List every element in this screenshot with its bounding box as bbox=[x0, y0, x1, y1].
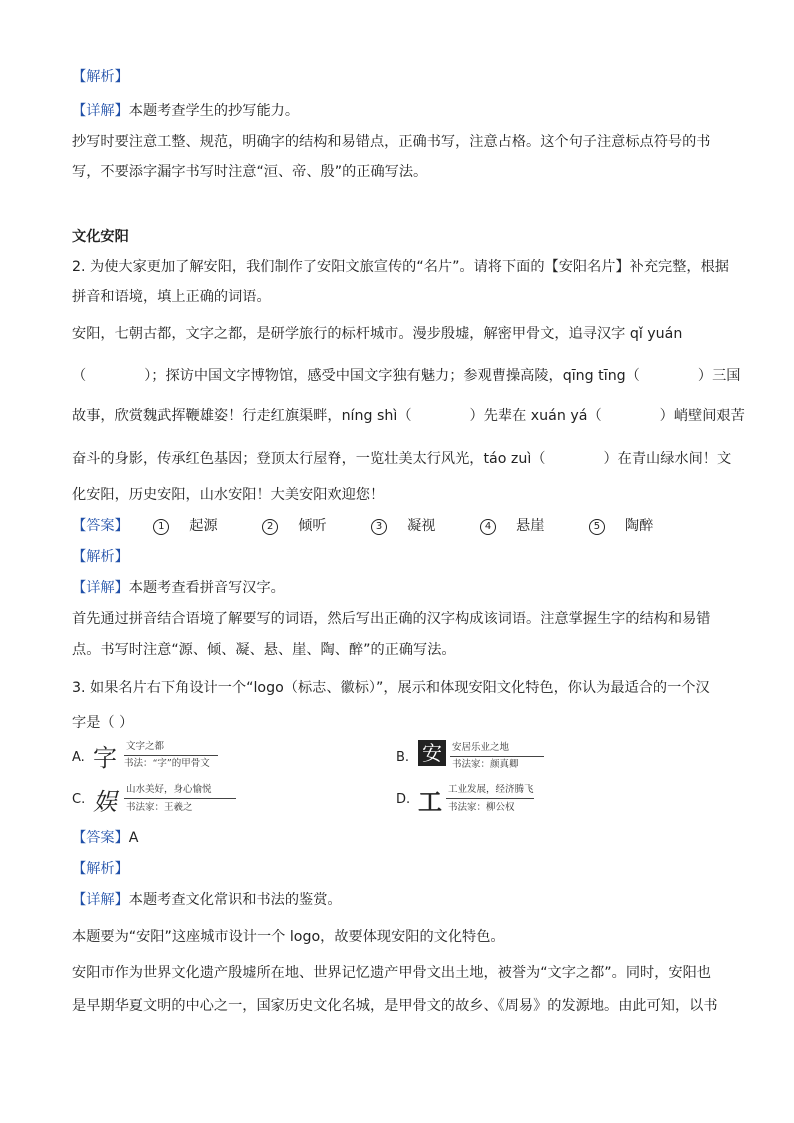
option-letter: D. bbox=[396, 792, 411, 807]
option-letter: B. bbox=[396, 750, 410, 765]
answer-word: 凝视 bbox=[407, 518, 436, 534]
passage-text: ）先辈在 xuán yá（ bbox=[469, 408, 602, 424]
answer-tag: 【答案】 bbox=[72, 830, 129, 846]
passage-text: 奋斗的身影，传承红色基因；登顶太行屋脊，一览壮美太行风光，táo zuì（ bbox=[72, 451, 546, 467]
calligraphy-glyph: 安 bbox=[418, 740, 446, 766]
passage-line bbox=[72, 365, 741, 385]
number-circle: 5 bbox=[589, 519, 605, 535]
answer-line bbox=[72, 827, 722, 847]
detail-text: 本题考查文化常识和书法的鉴赏。 bbox=[128, 892, 342, 908]
number-circle: 3 bbox=[371, 519, 387, 535]
explanation-line: 写，不要添字漏字书写时注意“洹、帝、殷”的正确写法。 bbox=[72, 164, 428, 180]
option-caption: 安居乐业之地 bbox=[452, 742, 510, 753]
question-2-stem: 2. 为使大家更加了解安阳，我们制作了安阳文旅宣传的“名片”。请将下面的【安阳名片】补充完整，根据 bbox=[72, 259, 729, 275]
detail-tag: 【详解】 bbox=[72, 892, 129, 908]
caption-rule bbox=[450, 756, 544, 757]
explanation-line: 首先通过拼音结合语境了解要写的词语，然后写出正确的汉字构成该词语。注意掌握生字的结构和易错 bbox=[72, 611, 711, 627]
explanation-line: 点。书写时注意“源、倾、凝、悬、崖、陶、醉”的正确写法。 bbox=[72, 642, 456, 658]
oracle-bone-glyph: 字 bbox=[93, 744, 117, 772]
passage-line: 安阳，七朝古都，文字之都，是研学旅行的标杆城市。漫步殷墟，解密甲骨文，追寻汉字 qǐ yuán bbox=[72, 326, 683, 342]
passage-line bbox=[72, 448, 732, 468]
answer-item bbox=[589, 518, 673, 534]
answer-word: 起源 bbox=[189, 518, 218, 534]
answer-item bbox=[371, 518, 455, 534]
detail-line bbox=[72, 577, 722, 597]
number-circle: 1 bbox=[153, 519, 169, 535]
calligraphy-glyph: 工 bbox=[418, 787, 442, 816]
answer-line bbox=[72, 515, 722, 535]
detail-text: 本题考查看拼音写汉字。 bbox=[128, 580, 285, 596]
option-letter: A. bbox=[72, 750, 85, 765]
answer-word: 陶醉 bbox=[624, 518, 654, 534]
detail-tag: 【详解】 bbox=[72, 103, 129, 119]
question-3-stem: 3. 如果名片右下角设计一个“logo（标志、徽标）”，展示和体现安阳文化特色，你认为最适合的一个汉 bbox=[72, 680, 710, 696]
passage-text: ）在青山绿水间！文 bbox=[603, 451, 732, 467]
passage-text: 故事，欣赏魏武挥鞭雄姿！行走红旗渠畔，níng shì（ bbox=[72, 408, 412, 424]
section-title: 文化安阳 bbox=[72, 229, 129, 245]
caption-rule bbox=[446, 798, 534, 799]
explanation-line: 安阳市作为世界文化遗产殷墟所在地、世界记忆遗产甲骨文出土地，被誉为“文字之都”。同时，安阳也 bbox=[72, 965, 711, 981]
detail-text: 本题考查学生的抄写能力。 bbox=[128, 103, 300, 119]
analysis-tag: 【解析】 bbox=[72, 69, 129, 85]
answer-tag: 【答案】 bbox=[72, 518, 129, 534]
passage-text: ）三国 bbox=[697, 368, 741, 384]
option-caption: 书法家：王羲之 bbox=[126, 802, 193, 813]
caption-rule bbox=[124, 755, 218, 756]
explanation-line: 抄写时要注意工整、规范，明确字的结构和易错点，正确书写，注意占格。这个句子注意标点符号的书 bbox=[72, 134, 711, 150]
number-circle: 2 bbox=[262, 519, 278, 535]
detail-line bbox=[72, 889, 722, 909]
answer-item bbox=[480, 518, 564, 534]
passage-text: ）峭壁间艰苦 bbox=[659, 408, 745, 424]
option-caption: 文字之都 bbox=[126, 741, 165, 752]
answer-item bbox=[153, 518, 237, 534]
option-caption: 书法：“字”的甲骨文 bbox=[124, 758, 210, 769]
option-caption: 工业发展，经济腾飞 bbox=[448, 784, 534, 795]
analysis-tag: 【解析】 bbox=[72, 549, 129, 565]
answer-value: A bbox=[128, 830, 139, 846]
explanation-line: 本题要为“安阳”这座城市设计一个 logo，故要体现安阳的文化特色。 bbox=[72, 929, 505, 945]
calligraphy-glyph: 娱 bbox=[93, 788, 117, 816]
detail-tag: 【详解】 bbox=[72, 580, 129, 596]
paren-open: （ bbox=[72, 368, 87, 384]
option-caption: 山水美好，身心愉悦 bbox=[126, 784, 212, 795]
passage-line: 化安阳，历史安阳，山水安阳！大美安阳欢迎您！ bbox=[72, 487, 385, 503]
answer-word: 倾听 bbox=[298, 518, 327, 534]
answer-item bbox=[262, 518, 346, 534]
caption-rule bbox=[124, 798, 236, 799]
option-caption: 书法家：柳公权 bbox=[448, 802, 515, 813]
passage-line bbox=[72, 405, 745, 425]
option-letter: C. bbox=[72, 792, 86, 807]
detail-line bbox=[72, 100, 722, 120]
option-caption: 书法家：颜真卿 bbox=[452, 759, 519, 770]
passage-text: ）；探访中国文字博物馆，感受中国文字独有魅力；参观曹操高陵，qīng tīng（ bbox=[144, 368, 640, 384]
explanation-line: 是早期华夏文明的中心之一，国家历史文化名城，是甲骨文的故乡、《周易》的发源地。由此可知，以书 bbox=[72, 998, 718, 1014]
answer-word: 悬崖 bbox=[516, 518, 545, 534]
number-circle: 4 bbox=[480, 519, 496, 535]
question-3-stem: 字是（ ） bbox=[72, 715, 134, 731]
analysis-tag: 【解析】 bbox=[72, 861, 129, 877]
question-2-stem: 拼音和语境，填上正确的词语。 bbox=[72, 289, 271, 305]
